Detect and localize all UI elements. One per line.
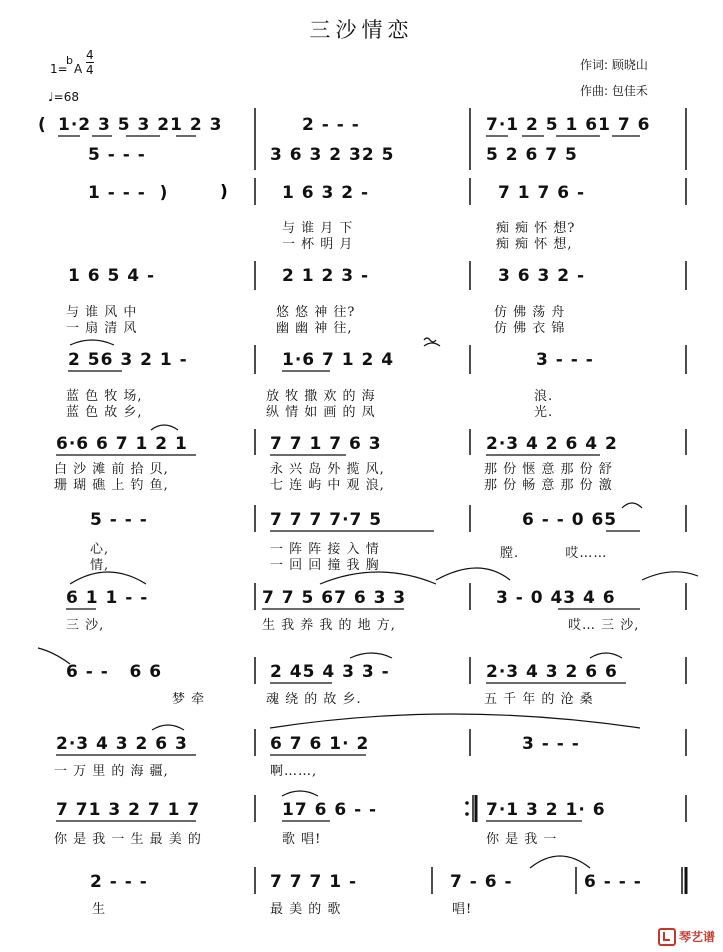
measure-notes: 6 7 6 1· 2 <box>270 734 370 754</box>
lyric-verse-1: 白 沙 滩 前 拾 贝, <box>54 462 169 477</box>
lyric-verse-2: 那 份 畅 意 那 份 激 <box>484 478 613 493</box>
measure-notes: 3 6 3 2 - <box>498 266 586 286</box>
lyric-verse-1: 歌 唱! <box>282 832 322 847</box>
measure-notes: 1·2 3 5 3 21 2 3 <box>58 115 223 135</box>
lyric-verse-1: 生 我 养 我 的 地 方, <box>262 618 396 633</box>
measure-notes: 1 6 5 4 - <box>68 266 156 286</box>
time-signature: $\frac{4}{4}$ <box>86 48 94 77</box>
lyric-verse-2: 纵 情 如 画 的 凤 <box>266 405 376 420</box>
measure-notes: 2 56 3 2 1 - <box>68 350 188 370</box>
measure-notes: 7 7 7 1 - <box>270 872 358 892</box>
measure-notes: 3 - 0 43 4 6 <box>496 588 616 608</box>
measure-notes: 2 - - - <box>302 115 360 135</box>
tempo-marking: ♩=68 <box>48 90 79 104</box>
lyric-verse-2: 七 连 屿 中 观 浪, <box>270 478 385 493</box>
lyric-verse-2: 一 杯 明 月 <box>282 237 354 252</box>
logo-icon <box>658 928 676 946</box>
measure-notes: 1 - - - ) <box>88 183 169 203</box>
measure-notes-lower: 5 - - - <box>88 145 146 165</box>
composer-credit: 作曲: 包佳禾 <box>580 84 648 98</box>
measure-notes: 3 - - - <box>522 734 580 754</box>
lyric-verse-1: 最 美 的 歌 <box>270 902 342 917</box>
measure-notes: 6·6 6 7 1 2 1 <box>56 434 188 454</box>
lyric-verse-1: 你 是 我 一 生 最 美 的 <box>54 832 202 847</box>
quarter-note-icon: ♩ <box>48 90 54 104</box>
lyric-verse-1: 浪. <box>534 389 554 404</box>
lyric-verse-1: 与 谁 风 中 <box>66 305 138 320</box>
measure-notes: 7 71 3 2 7 1 7 <box>56 800 201 820</box>
open-paren: ( <box>38 115 47 135</box>
lyric-verse-1: 五 千 年 的 沧 桑 <box>484 692 594 707</box>
measure-notes: 6 - - 6 6 <box>66 662 163 682</box>
measure-notes: 2·3 4 3 2 6 6 <box>486 662 618 682</box>
measure-notes: 7 1 7 6 - <box>498 183 586 203</box>
measure-notes: 2·3 4 3 2 6 3 <box>56 734 188 754</box>
lyric-verse-1: 魂 绕 的 故 乡. <box>266 692 362 707</box>
lyric-verse-1: 生 <box>92 902 107 917</box>
measure-notes: 6 - - 0 65 <box>522 510 618 530</box>
lyric-verse-2: 一 扇 清 风 <box>66 321 138 336</box>
lyricist-credit: 作词: 顾晓山 <box>580 58 648 72</box>
measure-notes: 1 6 3 2 - <box>282 183 370 203</box>
lyric-verse-1: 啊……, <box>270 764 318 779</box>
lyric-verse-2: 仿 佛 衣 锦 <box>494 321 566 336</box>
key-signature: 1= b A $\frac{4}{4}$ <box>50 48 94 77</box>
measure-notes: 7·1 3 2 1· 6 <box>486 800 606 820</box>
repeat-dot <box>465 812 469 816</box>
ornament-icon <box>424 338 436 342</box>
measure-notes: 2 1 2 3 - <box>282 266 370 286</box>
lyric-verse-2: 痴 痴 怀 想, <box>496 237 573 252</box>
lyric-verse-1: 唱! <box>452 902 473 917</box>
lyric-verse-1: 一 万 里 的 海 疆, <box>54 764 169 779</box>
lyric-verse-1: 蓝 色 牧 场, <box>66 389 143 404</box>
measure-notes-lower: 5 2 6 7 5 <box>486 145 578 165</box>
slurs <box>38 340 698 868</box>
measure-notes: 5 - - - <box>90 510 148 530</box>
lyric-verse-1: 哎… 三 沙, <box>568 618 640 633</box>
measure-notes: 7·1 2 5 1 61 7 6 <box>486 115 651 135</box>
measure-notes: 2·3 4 2 6 4 2 <box>486 434 618 454</box>
lyric-verse-1: 痴 痴 怀 想? <box>496 221 576 236</box>
measure-notes: 2 - - - <box>90 872 148 892</box>
lyric-verse-2: 幽 幽 神 往, <box>276 321 353 336</box>
barlines <box>255 108 686 894</box>
lyric-verse-1: 梦 牵 <box>172 692 206 707</box>
measure-notes: 2 45 4 3 3 - <box>270 662 390 682</box>
score-title: 三沙情恋 <box>309 18 414 42</box>
lyric-verse-1: 永 兴 岛 外 揽 风, <box>270 462 385 477</box>
lyric-verse-1: 膛. 哎…… <box>500 546 608 561</box>
lyric-verse-1: 那 份 惬 意 那 份 舒 <box>484 462 613 477</box>
measure-notes: 1·6 7 1 2 4 <box>282 350 395 370</box>
lyric-verse-2: 情, <box>90 558 110 573</box>
lyric-verse-1: 你 是 我 一 <box>486 832 558 847</box>
lyric-verse-2: 珊 瑚 礁 上 钓 鱼, <box>54 478 169 493</box>
repeat-dot <box>465 801 469 805</box>
lyric-verse-1: 心, <box>90 542 110 557</box>
lyric-verse-1: 悠 悠 神 往? <box>276 305 356 320</box>
lyric-verse-2: 一 回 回 撞 我 胸 <box>270 558 380 573</box>
measure-notes: 6 - - - <box>584 872 642 892</box>
lyric-verse-1: 仿 佛 荡 舟 <box>494 305 566 320</box>
lyric-verse-1: 放 牧 撒 欢 的 海 <box>266 389 376 404</box>
measure-notes: 6 1 1 - - <box>66 588 149 608</box>
lyric-verse-1: 三 沙, <box>66 618 105 633</box>
close-paren: ) <box>220 182 228 202</box>
measure-notes: 7 7 7 7·7 5 <box>270 510 383 530</box>
measure-notes: 7 - 6 - <box>450 872 513 892</box>
watermark: 琴艺谱 <box>658 928 715 947</box>
lyric-verse-1: 与 谁 月 下 <box>282 221 354 236</box>
lyric-verse-1: 一 阵 阵 接 入 情 <box>270 542 380 557</box>
measure-notes-lower: 3 6 3 2 32 5 <box>270 145 395 165</box>
lyric-verse-2: 光. <box>534 405 554 420</box>
measure-notes: 3 - - - <box>536 350 594 370</box>
measure-notes: 17 6 6 - - <box>282 800 378 820</box>
measure-notes: 7 7 5 67 6 3 3 <box>262 588 407 608</box>
measure-notes: 7 7 1 7 6 3 <box>270 434 382 454</box>
lyric-verse-2: 蓝 色 故 乡, <box>66 405 143 420</box>
